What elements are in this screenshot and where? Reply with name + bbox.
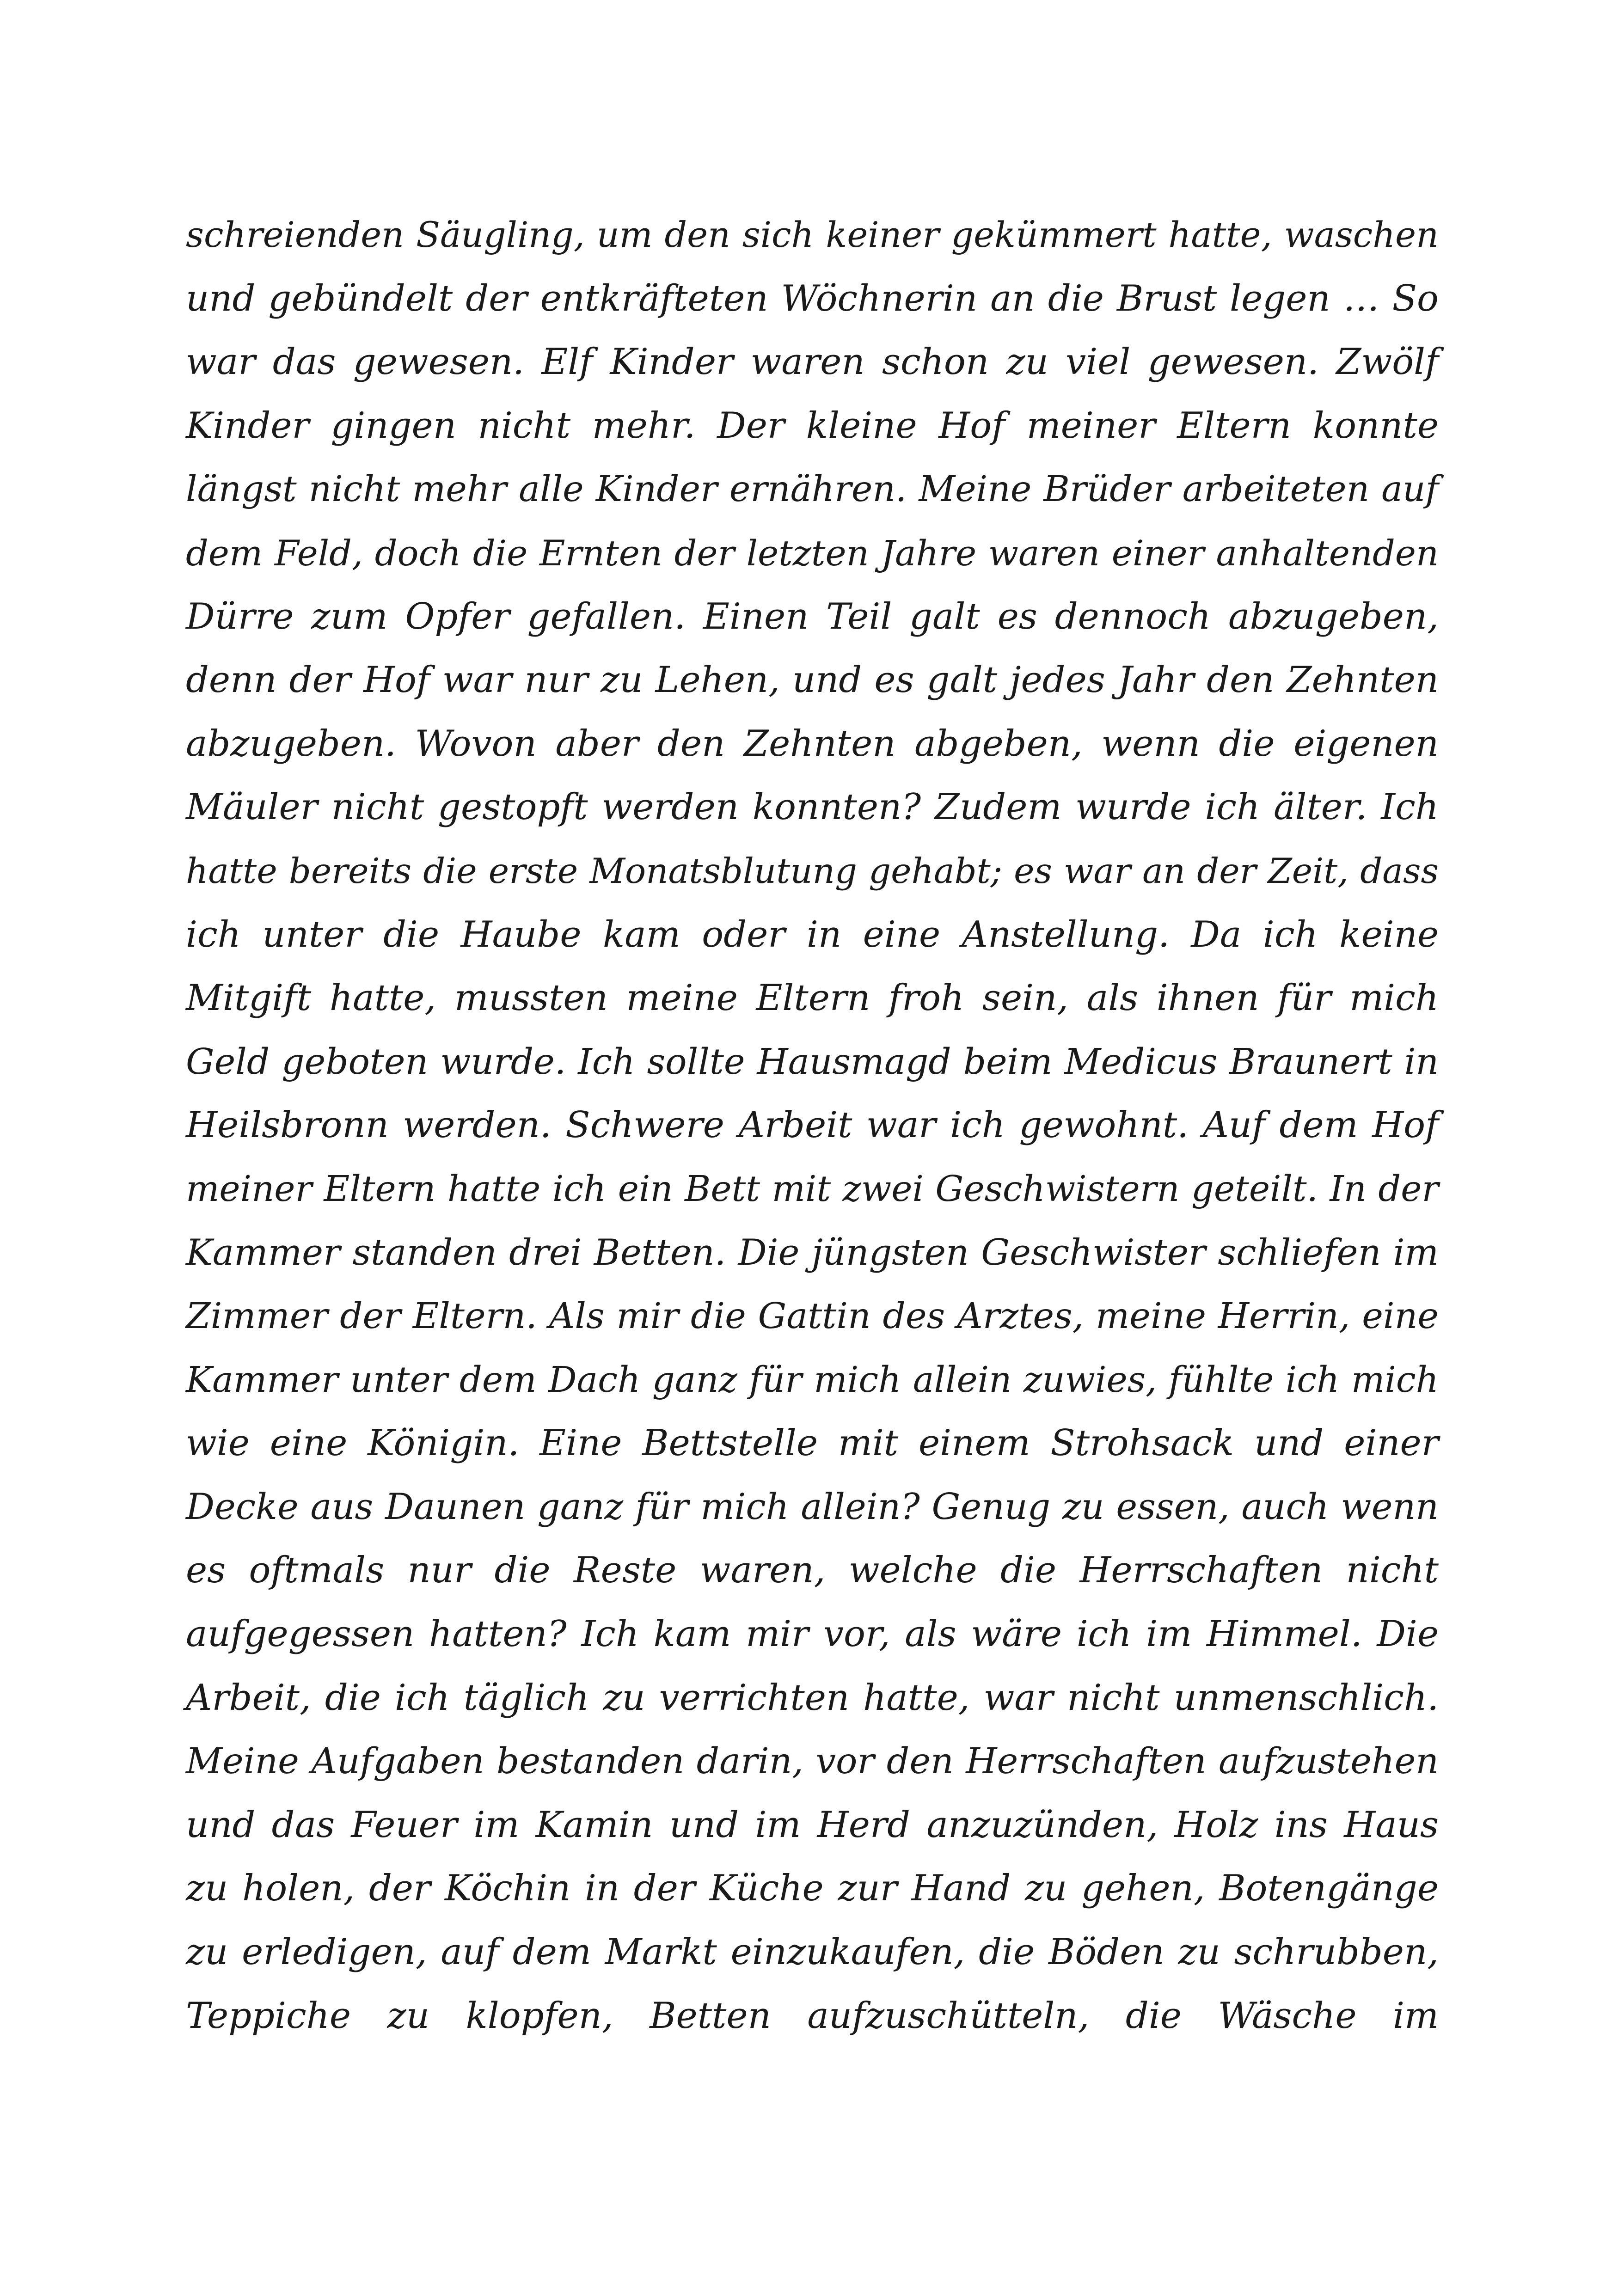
text-line: wie eine Königin. Eine Bettstelle mit einem Strohsack und einer (186, 1422, 1439, 1464)
text-line: Kammer unter dem Dach ganz für mich allein zuwies, fühlte ich mich (186, 1359, 1439, 1401)
text-line: und das Feuer im Kamin und im Herd anzuzünden, Holz ins Haus (186, 1804, 1439, 1846)
text-line: dem Feld, doch die Ernten der letzten Jahre waren einer anhaltenden (186, 532, 1439, 574)
text-line: ich unter die Haube kam oder in eine Anstellung. Da ich keine (186, 913, 1439, 955)
text-line: Kinder gingen nicht mehr. Der kleine Hof meiner Eltern konnte (186, 404, 1439, 447)
text-line: abzugeben. Wovon aber den Zehnten abgeben, wenn die eigenen (186, 722, 1439, 765)
text-line: Teppiche zu klopfen, Betten aufzuschütteln, die Wäsche im (186, 1995, 1439, 2037)
text-line: Mäuler nicht gestopft werden konnten? Zudem wurde ich älter. Ich (186, 786, 1439, 828)
text-line: schreienden Säugling, um den sich keiner gekümmert hatte, waschen (186, 214, 1439, 255)
body-text (186, 203, 1439, 2048)
text-line: es oftmals nur die Reste waren, welche die Herrschaften nicht (186, 1549, 1439, 1592)
text-line: längst nicht mehr alle Kinder ernähren. Meine Brüder arbeiteten auf (186, 469, 1439, 510)
text-line: Heilsbronn werden. Schwere Arbeit war ich gewohnt. Auf dem Hof (186, 1104, 1439, 1146)
text-line: Mitgift hatte, mussten meine Eltern froh sein, als ihnen für mich (186, 977, 1439, 1019)
text-line: Meine Aufgaben bestanden darin, vor den Herrschaften aufzustehen (186, 1740, 1439, 1782)
text-line: hatte bereits die erste Monatsblutung gehabt; es war an der Zeit, dass (186, 850, 1439, 891)
text-line: Geld geboten wurde. Ich sollte Hausmagd beim Medicus Braunert in (186, 1041, 1439, 1083)
text-line: war das gewesen. Elf Kinder waren schon zu viel gewesen. Zwölf (186, 341, 1439, 383)
text-line: Arbeit, die ich täglich zu verrichten hatte, war nicht unmenschlich. (186, 1677, 1439, 1719)
text-line: Kammer standen drei Betten. Die jüngsten Geschwister schliefen im (186, 1231, 1439, 1274)
text-line: meiner Eltern hatte ich ein Bett mit zwei Geschwistern geteilt. In der (186, 1168, 1439, 1210)
text-line: zu holen, der Köchin in der Küche zur Hand zu gehen, Botengänge (186, 1867, 1439, 1910)
text-line: und gebündelt der entkräfteten Wöchnerin an die Brust legen … So (186, 277, 1439, 319)
text-line: denn der Hof war nur zu Lehen, und es galt jedes Jahr den Zehnten (186, 659, 1439, 701)
text-line: Dürre zum Opfer gefallen. Einen Teil galt es dennoch abzugeben, (186, 595, 1439, 637)
text-line: Zimmer der Eltern. Als mir die Gattin des Arztes, meine Herrin, eine (186, 1295, 1439, 1337)
text-line: Decke aus Daunen ganz für mich allein? Genug zu essen, auch wenn (186, 1486, 1439, 1528)
text-line: aufgegessen hatten? Ich kam mir vor, als wäre ich im Himmel. Die (186, 1613, 1439, 1655)
text-line: zu erledigen, auf dem Markt einzukaufen, die Böden zu schrubben, (186, 1931, 1439, 1973)
